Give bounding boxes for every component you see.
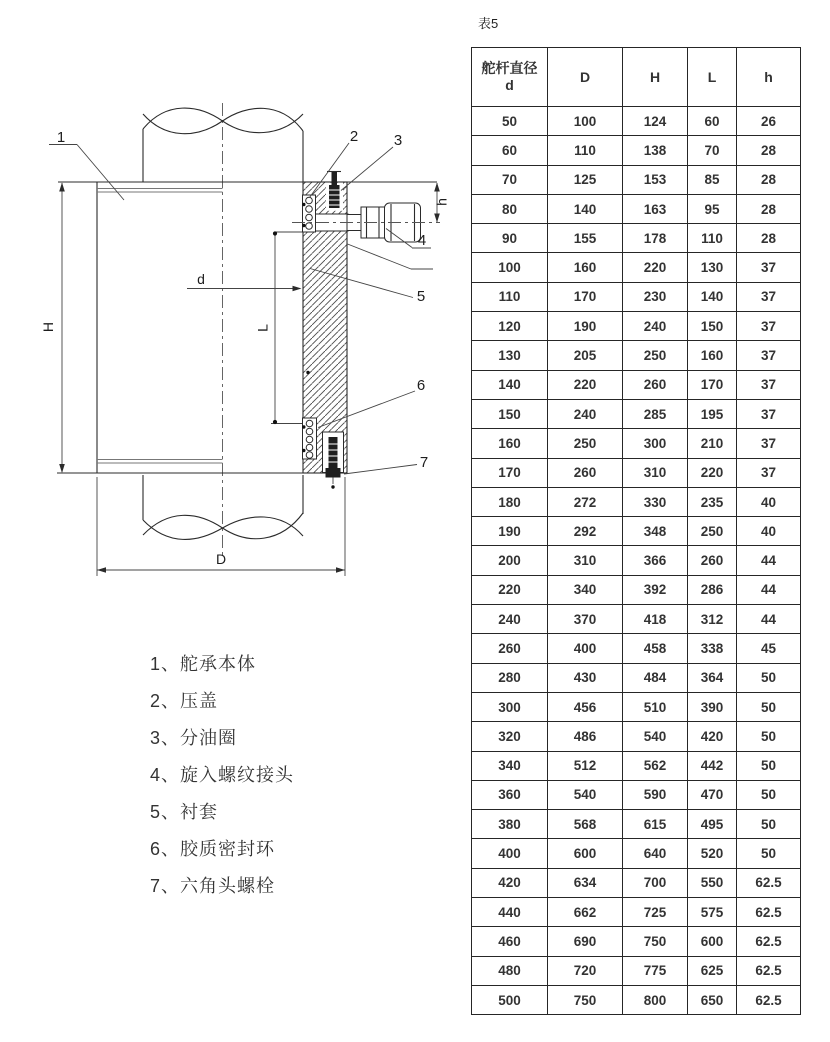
table-cell: 458 [623, 634, 688, 663]
table-cell: 750 [548, 985, 623, 1014]
table-cell: 230 [623, 282, 688, 311]
table-cell: 286 [688, 575, 737, 604]
table-cell: 260 [472, 634, 548, 663]
table-cell: 640 [623, 839, 688, 868]
table-cell: 240 [623, 312, 688, 341]
table-cell: 50 [472, 107, 548, 136]
table-row [472, 253, 801, 282]
table-cell: 110 [472, 282, 548, 311]
table-cell: 700 [623, 868, 688, 897]
table-cell: 562 [623, 751, 688, 780]
part-label-6: 6 [416, 377, 426, 394]
table-cell: 366 [623, 546, 688, 575]
table-cell: 615 [623, 810, 688, 839]
table-cell: 125 [548, 165, 623, 194]
table-cell: 310 [548, 546, 623, 575]
spec-table-body [472, 107, 801, 1015]
table-row [472, 224, 801, 253]
table-cell: 575 [688, 898, 737, 927]
lower-shaft [143, 475, 303, 539]
table-cell: 272 [548, 487, 623, 516]
table-cell: 130 [688, 253, 737, 282]
col-header-rudder-diameter-line1: 舵杆直径 [481, 60, 538, 76]
table-cell: 725 [623, 898, 688, 927]
table-cell: 484 [623, 663, 688, 692]
table-cell: 495 [688, 810, 737, 839]
col-header-rudder-diameter [472, 48, 548, 107]
dim-label-d: d [197, 271, 205, 287]
col-header-h: h [737, 48, 801, 107]
table-cell: 590 [623, 780, 688, 809]
legend-item-4: 4、旋入螺纹接头 [150, 765, 295, 785]
technical-drawing [0, 0, 470, 660]
table-cell: 330 [623, 487, 688, 516]
table-row [472, 985, 801, 1014]
table-cell: 28 [737, 136, 801, 165]
table-cell: 37 [737, 312, 801, 341]
table-cell: 62.5 [737, 927, 801, 956]
table-cell: 124 [623, 107, 688, 136]
table-cell: 195 [688, 399, 737, 428]
table-cell: 300 [472, 692, 548, 721]
table-cell: 720 [548, 956, 623, 985]
top-bolt [326, 172, 343, 211]
table-cell: 85 [688, 165, 737, 194]
table-cell: 44 [737, 605, 801, 634]
table-cell: 420 [688, 722, 737, 751]
table-cell: 418 [623, 605, 688, 634]
table-row [472, 722, 801, 751]
table-cell: 442 [688, 751, 737, 780]
dim-label-D: D [215, 551, 227, 567]
table-cell: 50 [737, 810, 801, 839]
table-cell: 170 [688, 370, 737, 399]
table-cell: 568 [548, 810, 623, 839]
table-cell: 37 [737, 282, 801, 311]
table-cell: 160 [472, 429, 548, 458]
col-header-L: L [688, 48, 737, 107]
dim-label-L: L [254, 324, 271, 332]
table-cell: 70 [472, 165, 548, 194]
table-row [472, 517, 801, 546]
table-cell: 190 [548, 312, 623, 341]
col-header-D: D [548, 48, 623, 107]
table-title: 表5 [478, 16, 499, 31]
dimension-H [40, 183, 65, 474]
table-cell: 250 [548, 429, 623, 458]
table-cell: 540 [548, 780, 623, 809]
part-label-2: 2 [349, 128, 359, 145]
part-label-7: 7 [419, 454, 429, 471]
table-cell: 100 [548, 107, 623, 136]
table-cell: 28 [737, 165, 801, 194]
table-cell: 364 [688, 663, 737, 692]
table-cell: 600 [688, 927, 737, 956]
table-cell: 62.5 [737, 868, 801, 897]
table-cell: 170 [472, 458, 548, 487]
table-row [472, 429, 801, 458]
legend-item-2: 2、压盖 [150, 691, 219, 711]
table-cell: 650 [688, 985, 737, 1014]
table-cell: 390 [688, 692, 737, 721]
table-cell: 180 [472, 487, 548, 516]
table-cell: 370 [548, 605, 623, 634]
col-header-rudder-diameter-line2: d [505, 77, 514, 93]
part-label-4: 4 [417, 232, 427, 249]
table-cell: 750 [623, 927, 688, 956]
table-cell: 260 [688, 546, 737, 575]
table-cell: 150 [688, 312, 737, 341]
table-cell: 340 [472, 751, 548, 780]
table-row [472, 898, 801, 927]
table-cell: 37 [737, 253, 801, 282]
upper-shaft [143, 108, 303, 182]
dimension-d [187, 271, 302, 291]
table-cell: 292 [548, 517, 623, 546]
table-row [472, 575, 801, 604]
table-row [472, 312, 801, 341]
table-row [472, 780, 801, 809]
table-cell: 28 [737, 194, 801, 223]
table-cell: 220 [472, 575, 548, 604]
table-row [472, 136, 801, 165]
table-cell: 160 [548, 253, 623, 282]
table-cell: 240 [548, 399, 623, 428]
table-cell: 40 [737, 517, 801, 546]
table-row [472, 546, 801, 575]
legend-item-6: 6、胶质密封环 [150, 839, 276, 859]
table-cell: 430 [548, 663, 623, 692]
table-row [472, 839, 801, 868]
table-cell: 440 [472, 898, 548, 927]
table-cell: 28 [737, 224, 801, 253]
table-cell: 50 [737, 663, 801, 692]
table-cell: 110 [548, 136, 623, 165]
table-cell: 50 [737, 780, 801, 809]
table-row [472, 663, 801, 692]
table-cell: 260 [623, 370, 688, 399]
table-cell: 45 [737, 634, 801, 663]
table-cell: 40 [737, 487, 801, 516]
legend-item-7: 7、六角头螺栓 [150, 876, 276, 896]
table-cell: 340 [548, 575, 623, 604]
table-cell: 420 [472, 868, 548, 897]
table-cell: 338 [688, 634, 737, 663]
table-cell: 37 [737, 399, 801, 428]
table-cell: 512 [548, 751, 623, 780]
table-cell: 44 [737, 546, 801, 575]
table-row [472, 370, 801, 399]
table-row [472, 399, 801, 428]
hex-bolt [323, 432, 344, 489]
table-cell: 120 [472, 312, 548, 341]
table-cell: 310 [623, 458, 688, 487]
table-cell: 62.5 [737, 985, 801, 1014]
table-row [472, 194, 801, 223]
part-label-1: 1 [56, 129, 66, 146]
table-cell: 60 [688, 107, 737, 136]
table-cell: 62.5 [737, 956, 801, 985]
table-cell: 400 [548, 634, 623, 663]
table-row [472, 751, 801, 780]
table-cell: 155 [548, 224, 623, 253]
table-cell: 80 [472, 194, 548, 223]
legend-item-5: 5、衬套 [150, 802, 219, 822]
table-cell: 250 [623, 341, 688, 370]
table-cell: 138 [623, 136, 688, 165]
table-cell: 178 [623, 224, 688, 253]
table-cell: 140 [688, 282, 737, 311]
table-cell: 62.5 [737, 898, 801, 927]
table-cell: 37 [737, 429, 801, 458]
table-cell: 662 [548, 898, 623, 927]
table-cell: 70 [688, 136, 737, 165]
table-cell: 37 [737, 458, 801, 487]
table-cell: 312 [688, 605, 737, 634]
table-cell: 190 [472, 517, 548, 546]
table-cell: 220 [688, 458, 737, 487]
table-cell: 140 [548, 194, 623, 223]
table-cell: 153 [623, 165, 688, 194]
table-cell: 260 [548, 458, 623, 487]
table-row [472, 487, 801, 516]
legend-item-1: 1、舵承本体 [150, 654, 257, 674]
table-cell: 540 [623, 722, 688, 751]
table-row [472, 341, 801, 370]
table-cell: 380 [472, 810, 548, 839]
table-cell: 550 [688, 868, 737, 897]
table-row [472, 605, 801, 634]
legend-item-3: 3、分油圈 [150, 728, 238, 748]
table-cell: 100 [472, 253, 548, 282]
part-callouts [49, 128, 433, 474]
table-cell: 220 [548, 370, 623, 399]
table-cell: 480 [472, 956, 548, 985]
table-cell: 50 [737, 692, 801, 721]
table-cell: 210 [688, 429, 737, 458]
dim-label-H: H [40, 321, 56, 333]
table-cell: 634 [548, 868, 623, 897]
table-cell: 26 [737, 107, 801, 136]
table-cell: 200 [472, 546, 548, 575]
table-cell: 486 [548, 722, 623, 751]
table-cell: 140 [472, 370, 548, 399]
table-cell: 50 [737, 722, 801, 751]
table-cell: 600 [548, 839, 623, 868]
table-cell: 170 [548, 282, 623, 311]
table-cell: 800 [623, 985, 688, 1014]
table-cell: 300 [623, 429, 688, 458]
table-cell: 163 [623, 194, 688, 223]
table-cell: 240 [472, 605, 548, 634]
table-cell: 500 [472, 985, 548, 1014]
table-cell: 690 [548, 927, 623, 956]
table-cell: 110 [688, 224, 737, 253]
header-row [472, 48, 801, 107]
table-row [472, 458, 801, 487]
part-label-5: 5 [416, 288, 426, 305]
table-cell: 250 [688, 517, 737, 546]
dimension-h [434, 183, 450, 223]
table-cell: 348 [623, 517, 688, 546]
table-cell: 360 [472, 780, 548, 809]
table-cell: 130 [472, 341, 548, 370]
table-cell: 205 [548, 341, 623, 370]
col-header-H: H [623, 48, 688, 107]
table-cell: 50 [737, 839, 801, 868]
table-row [472, 956, 801, 985]
table-cell: 150 [472, 399, 548, 428]
table-row [472, 692, 801, 721]
table-cell: 625 [688, 956, 737, 985]
table-row [472, 107, 801, 136]
table-cell: 90 [472, 224, 548, 253]
dimension-L [255, 231, 303, 424]
table-cell: 285 [623, 399, 688, 428]
table-cell: 50 [737, 751, 801, 780]
table-cell: 392 [623, 575, 688, 604]
table-cell: 37 [737, 370, 801, 399]
table-cell: 460 [472, 927, 548, 956]
table-cell: 44 [737, 575, 801, 604]
table-cell: 160 [688, 341, 737, 370]
table-cell: 280 [472, 663, 548, 692]
table-cell: 60 [472, 136, 548, 165]
spec-table [471, 47, 801, 1015]
table-cell: 775 [623, 956, 688, 985]
table-cell: 220 [623, 253, 688, 282]
section-hatch [302, 172, 348, 489]
table-cell: 520 [688, 839, 737, 868]
table-row [472, 868, 801, 897]
table-row [472, 634, 801, 663]
table-cell: 510 [623, 692, 688, 721]
table-row [472, 810, 801, 839]
parts-legend [150, 646, 294, 905]
table-row [472, 927, 801, 956]
table-cell: 320 [472, 722, 548, 751]
dim-label-h: h [433, 198, 450, 206]
table-cell: 400 [472, 839, 548, 868]
spec-table-head [472, 48, 801, 107]
table-cell: 470 [688, 780, 737, 809]
table-cell: 235 [688, 487, 737, 516]
table-cell: 456 [548, 692, 623, 721]
table-cell: 95 [688, 194, 737, 223]
table-row [472, 165, 801, 194]
part-label-3: 3 [393, 132, 403, 149]
table-row [472, 282, 801, 311]
table-cell: 37 [737, 341, 801, 370]
